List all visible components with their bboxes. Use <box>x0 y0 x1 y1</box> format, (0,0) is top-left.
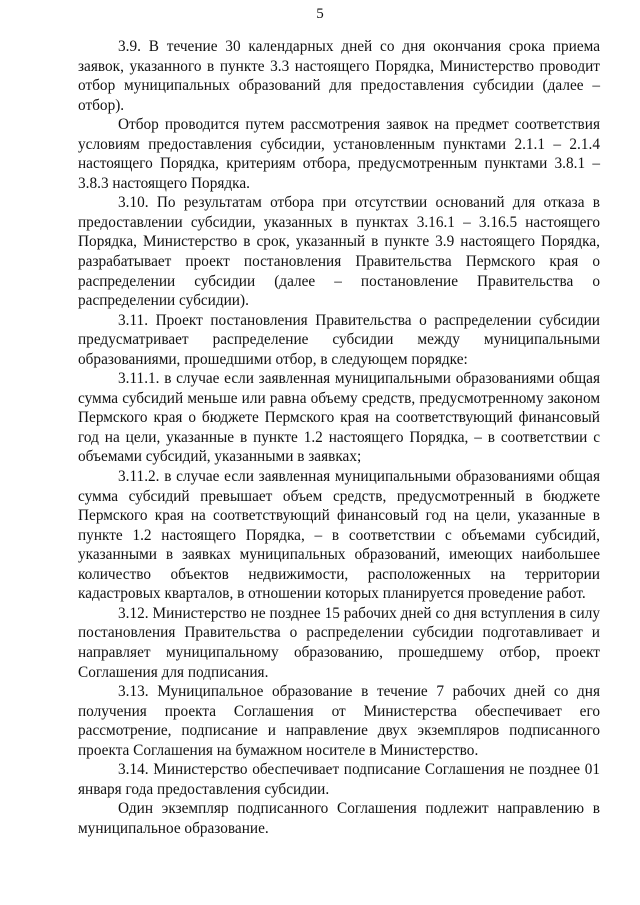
document-body <box>78 37 600 838</box>
paragraph-3-11-1: 3.11.1. в случае если заявленная муниципальными образованиями общая сумма субсидий меньше или равна объему средств, предусмотренному законом Пермского края о бюджете Пермского края на соответствующий финансовый год на цели, указанные в пункте 1.2 настоящего Порядка, – в соответствии с объемами субсидий, указанными в заявках; <box>78 370 600 466</box>
paragraph-3-11-2: 3.11.2. в случае если заявленная муниципальными образованиями общая сумма субсидий превышает объем средств, предусмотренный в бюджете Пермского края на соответствующий финансовый год на цели, указанные в пункте 1.2 настоящего Порядка, – в соответствии с объемами субсидий, указанными в заявках муниципальных образований, имеющих наибольшее количество объектов недвижимости, расположенных на территории кадастровых кварталов, в отношении которых планируется проведение работ. <box>78 468 600 603</box>
paragraph-3-14: 3.14. Министерство обеспечивает подписание Соглашения не позднее 01 января года предоставления субсидии. <box>78 761 600 798</box>
paragraph-agreement-copy: Один экземпляр подписанного Соглашения подлежит направлению в муниципальное образование. <box>78 800 600 837</box>
paragraph-selection-procedure: Отбор проводится путем рассмотрения заявок на предмет соответствия условиям предоставления субсидии, установленным пунктами 2.1.1 – 2.1.4 настоящего Порядка, критериям отбора, предусмотренным пунктами 3.8.1 – 3.8.3 настоящего Порядка. <box>78 116 600 192</box>
paragraph-3-11: 3.11. Проект постановления Правительства о распределении субсидии предусматривает распределение субсидии между муниципальными образованиями, прошедшими отбор, в следующем порядке: <box>78 311 600 368</box>
paragraph-3-9: 3.9. В течение 30 календарных дней со дня окончания срока приема заявок, указанного в пункте 3.3 настоящего Порядка, Министерство проводит отбор муниципальных образований для предоставления субсидии (далее – отбор). <box>78 38 600 114</box>
paragraph-3-13: 3.13. Муниципальное образование в течение 7 рабочих дней со дня получения проекта Соглашения от Министерства обеспечивает его рассмотрение, подписание и направление двух экземпляров подписанного проекта Соглашения на бумажном носителе в Министерство. <box>78 683 600 759</box>
page-number: 5 <box>316 6 324 22</box>
paragraph-3-10: 3.10. По результатам отбора при отсутствии оснований для отказа в предоставлении субсидии, указанных в пунктах 3.16.1 – 3.16.5 настоящего Порядка, Министерство в срок, указанный в пункте 3.9 настоящего Порядка, разрабатывает проект постановления Правительства Пермского края о распределении субсидии (далее – постановление Правительства о распределении субсидии). <box>78 194 600 310</box>
paragraph-3-12: 3.12. Министерство не позднее 15 рабочих дней со дня вступления в силу постановления Правительства о распределении субсидии подготавливает и направляет муниципальному образованию, прошедшему отбор, проект Соглашения для подписания. <box>78 604 600 681</box>
